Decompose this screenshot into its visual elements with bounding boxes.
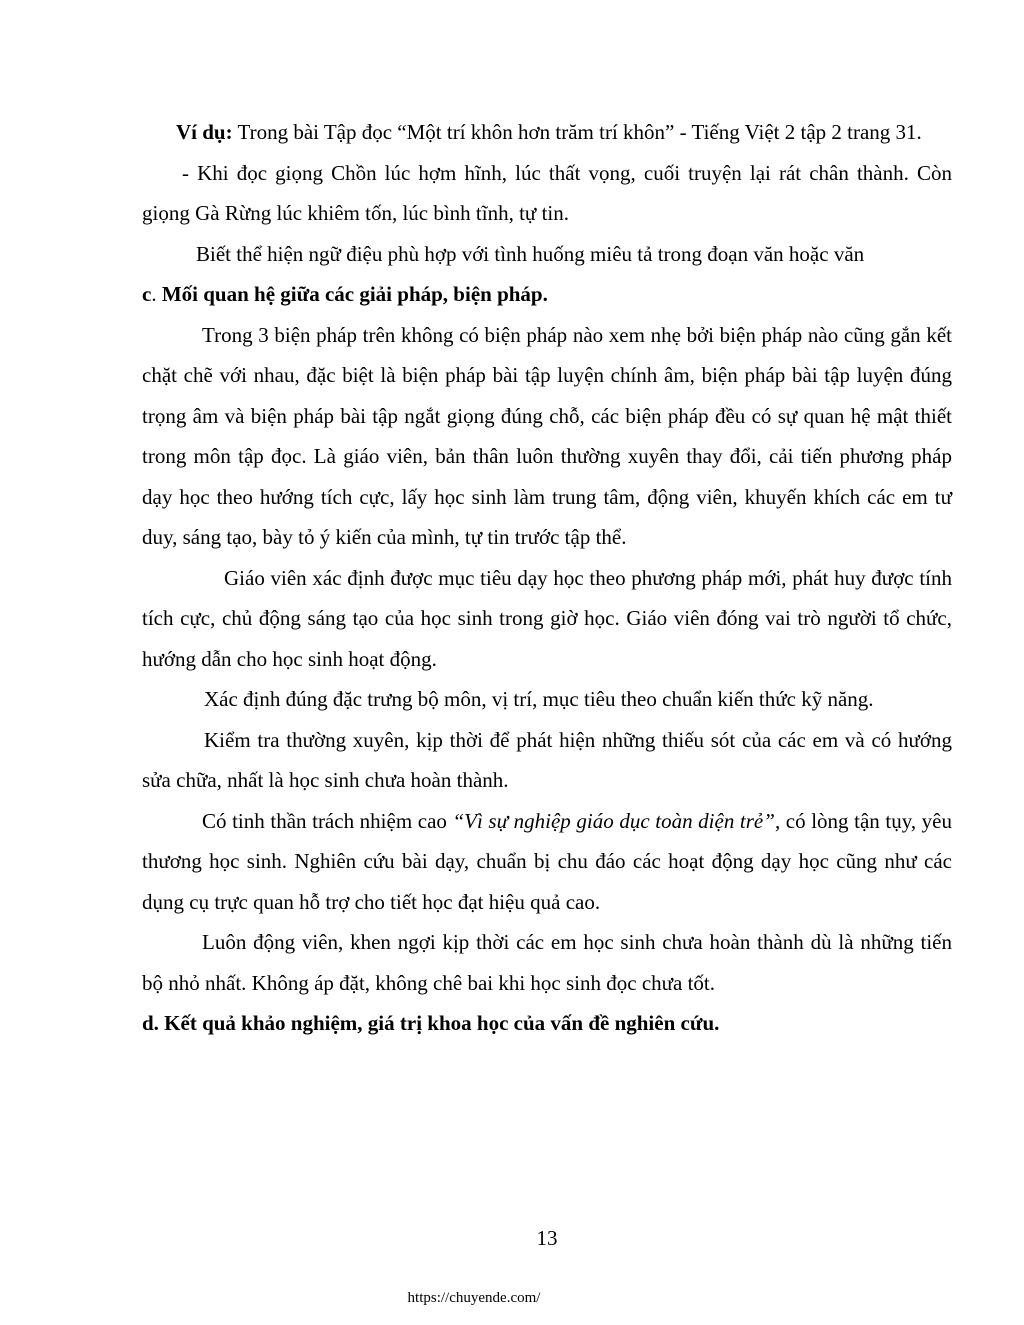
example-label: Ví dụ:: [176, 120, 233, 144]
intonation-paragraph: Biết thể hiện ngữ điệu phù hợp với tình huống miêu tả trong đoạn văn hoặc văn: [196, 241, 865, 266]
responsibility-text-start: Có tinh thần trách nhiệm cao: [202, 808, 453, 833]
section-heading-d: [142, 1003, 952, 1044]
encouragement-paragraph: Luôn động viên, khen ngợi kịp thời các em học sinh chưa hoàn thành dù là những tiến bộ nhỏ nhất. Không áp đặt, không chê bai khi học sinh đọc chưa tốt.: [142, 930, 952, 995]
document-body: [142, 112, 952, 1044]
footer-url: https://chuyende.com/: [407, 1290, 541, 1306]
responsibility-text-end: , có lòng tận tụy, yêu thương học sinh. Nghiên cứu bài dạy, chuẩn bị chu đáo các hoạt động dạy học cũng như các dụng cụ trực quan hỗ trợ cho tiết học đạt hiệu quả cao.: [142, 808, 953, 914]
responsibility-paragraph: [142, 801, 952, 923]
example-text: Trong bài Tập đọc “Một trí khôn hơn trăm trí khôn” - Tiếng Việt 2 tập 2 trang 31.: [232, 120, 922, 144]
checking-paragraph: Kiểm tra thường xuyên, kịp thời để phát hiện những thiếu sót của các em và có hướng sửa chữa, nhất là học sinh chưa hoàn thành.: [142, 727, 952, 792]
section-c-letter: c: [142, 282, 152, 306]
section-heading-c: [142, 274, 952, 315]
page-number: 13: [536, 1226, 558, 1250]
section-c-title: Mối quan hệ giữa các giải pháp, biện pháp.: [161, 282, 548, 306]
example-paragraph: [142, 112, 952, 153]
relationship-paragraph: Trong 3 biện pháp trên không có biện pháp nào xem nhẹ bởi biện pháp nào cũng gắn kết chặt chẽ với nhau, đặc biệt là biện pháp bài tập luyện chính âm, biện pháp bài tập luyện đúng trọng âm và biện pháp bài tập ngắt giọng đúng chỗ, các biện pháp đều có sự quan hệ mật thiết trong môn tập đọc. Là giáo viên, bản thân luôn thường xuyên thay đổi, cải tiến phương pháp dạy học theo hướng tích cực, lấy học sinh làm trung tâm, động viên, khuyến khích các em tư duy, sáng tạo, bày tỏ ý kiến của mình, tự tin trước tập thể.: [142, 322, 952, 549]
teacher-goals-paragraph: Giáo viên xác định được mục tiêu dạy học theo phương pháp mới, phát huy được tính tích cực, chủ động sáng tạo của học sinh trong giờ học. Giáo viên đóng vai trò người tổ chức, hướng dẫn cho học sinh hoạt động.: [142, 565, 952, 671]
section-d-title: d. Kết quả khảo nghiệm, giá trị khoa học của vấn đề nghiên cứu.: [142, 1011, 720, 1035]
subject-characteristics-paragraph: Xác định đúng đặc trưng bộ môn, vị trí, mục tiêu theo chuẩn kiến thức kỹ năng.: [204, 687, 874, 711]
responsibility-quote: “Vì sự nghiệp giáo dục toàn diện trẻ”: [452, 808, 775, 833]
section-c-separator: .: [151, 282, 162, 306]
voice-description-paragraph: - Khi đọc giọng Chồn lúc hợm hĩnh, lúc thất vọng, cuối truyện lại rát chân thành. Còn giọng Gà Rừng lúc khiêm tốn, lúc bình tĩnh, tự tin.: [142, 160, 952, 225]
